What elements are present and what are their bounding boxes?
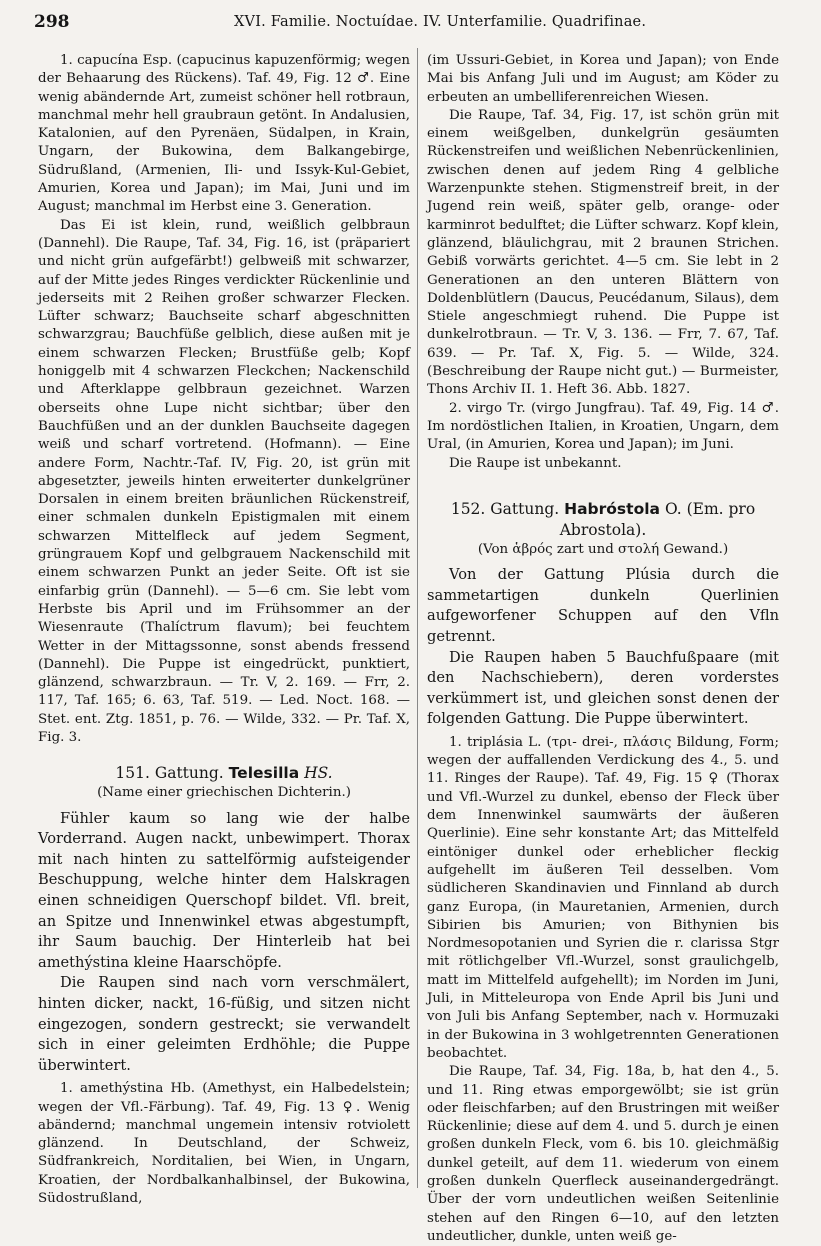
genus-152-larva-description: Die Raupen haben 5 Bauchfußpaare (mit den Nachschiebern), deren vorderstes verkümmert ist, und gleichen sonst denen der folgenden Gattung. Die Puppe überwintert. bbox=[427, 648, 779, 728]
genus-151-description: Fühler kaum so lang wie der halbe Vorderrand. Augen nackt, unbewimpert. Thorax mit nach hinten zu sattelförmig aufsteigender Beschuppung, welche hinter dem Halskragen einen schneidigen Querschopf bildet. Vfl. breit, an Spitze und Innenwinkel etwas abgestumpft, ihr Saum bauchig. Der Hinterleib hat bei amethýstina kleine Haarschöpfe. bbox=[38, 809, 410, 971]
genus-151-name: Telesilla bbox=[228, 764, 300, 783]
column-divider bbox=[417, 48, 418, 1188]
genus-151-author: HS. bbox=[304, 764, 333, 783]
triplasia-larva-description: Die Raupe, Taf. 34, Fig. 18a, b, hat den 4., 5. und 11. Ring etwas emporgewölbt; sie ist grün oder fleischfarben; auf den Brustringen mit weißer Rückenlinie; diese auf dem 4. und 5. durch je einen großen dunkeln Fleck, vom 6. bis 10. gleichmäßig dunkel geteilt, auf dem 11. wiederum von einem großen dunkeln Querfleck auseinandergedrängt. Über der vorn undeutlichen weißen Seitenlinie stehen auf den Ringen 6—10, auf den letzten undeutlicher, dunkle, unten weiß ge- bbox=[427, 1064, 779, 1244]
left-column bbox=[38, 52, 410, 1208]
capucina-larva-description: Das Ei ist klein, rund, weißlich gelbbraun (Dannehl). Die Raupe, Taf. 34, Fig. 16, ist (präpariert und nicht grün aufgefärbt!) gelbweiß mit schwarzer, auf der Mitte jedes Ringes verdickter Rückenlinie und jederseits mit 2 Reihen großer schwarzer Flecken. Lüfter schwarz; Bauchseite scharf abgeschnitten schwarzgrau; Bauchfüße gelblich, diese außen mit je einem schwarzen Flecken; Brustfüße gelb; Kopf honiggelb mit 4 schwarzen Fleckchen; Nackenschild und Afterklappe gelbbraun gezeichnet. Warzen oberseits ohne Lupe nicht sichtbar; über den Bauchfüßen und an der dunklen Bauchseite dagegen weiß und scharf vortretend. (Hofmann). — Eine andere Form, Nachtr.-Taf. IV, Fig. 20, ist grün mit abgesetzter, jeweils hinten erweiterter dunkelgrüner Dorsalen in einem breiten bräunlichen Rückenstreif, einer schmalen dunkeln Epistigmalen mit einem schwarzen Mittelfleck auf jedem Segment, grüngrauem Kopf und gelbgrauem Nackenschild mit einem schwarzen Punkt an jeder Seite. Oft ist sie einfarbig grün (Dannehl). — 5—6 cm. Sie lebt vom Herbste bis April und im Frühsommer an der Wiesenraute (Thalíctrum flavum); bei feuchtem Wetter in der Mittagssonne, sonst abends fressend (Dannehl). Die Puppe ist eingedrückt, punktiert, glänzend, schwarzbraun. — Tr. V, 2. 169. — Frr, 2. 117, Taf. 165; 6. 63, Taf. 519. — Led. Noct. 168. — Stet. ent. Ztg. 1851, p. 76. — Wilde, 332. — Pr. Taf. X, Fig. 3. bbox=[38, 217, 410, 745]
genus-152-description: Von der Gattung Plúsia durch die sammetartigen dunkeln Querlinien aufgeworfener Schuppen auf den Vfln getrennt. bbox=[427, 566, 779, 645]
genus-152-author: O. (Em. pro Abrostola). bbox=[559, 499, 756, 539]
right-column bbox=[427, 52, 779, 1246]
genus-151-etymology: (Name einer griechischen Dichterin.) bbox=[97, 785, 351, 801]
species-triplasia-entry: 1. triplásia L. (τρι- drei-, πλάσις Bildung, Form; wegen der auffallenden Verdickung des 4., 5. und 11. Ringes der Raupe). Taf. 49, Fig. 15 ♀ (Thorax und Vfl.-Wurzel zu dunkel, ebenso der Fleck über dem Innenwinkel saumwärts der äußeren Querlinie). Eine sehr konstante Art; das Mittelfeld eintöniger dunkel oder erheblicher fleckig aufgehellt im äußeren Teil desselben. Vom südlicheren Skandinavien und Finnland ab durch ganz Europa, (in Mauretanien, Armenien, durch Sibirien bis Amurien; von Bithynien bis Nordmesopotanien und Syrien die r. clarissa Stgr mit rötlichgelber Vfl.-Wurzel, sonst graulichgelb, matt im Mittelfeld aufgehellt); im Norden im Juni, Juli, in Mitteleuropa von Ende April bis Juni und von Juli bis Anfang September, nach v. Hormuzaki in der Bukowina in 3 wohlgetrennten Generationen beobachtet. bbox=[427, 734, 779, 1061]
amethystina-larva-description: Die Raupe, Taf. 34, Fig. 17, ist schön grün mit einem weißgelben, dunkelgrün gesäumten Rückenstreifen und weißlichen Nebenrückenlinien, zwischen denen auf jedem Ring 4 gelbliche Warzenpunkte stehen. Stigmenstreif breit, in der Jugend rein weiß, später gelb, orange- oder karminrot bedulftet; die Lüfter schwarz. Kopf klein, glänzend, bläulichgrau, mit 2 braunen Strichen. Gebiß vorwärts gerichtet. 4—5 cm. Sie lebt in 2 Generationen an den unteren Blättern von Doldenblütlern (Daucus, Peucédanum, Silaus), dem Stiele angeschmiegt ruhend. Die Puppe ist dunkelrotbraun. — Tr. V, 3. 136. — Frr, 7. 67, Taf. 639. — Pr. Taf. X, Fig. 5. — Wilde, 324. (Beschreibung der Raupe nicht gut.) — Burmeister, Thons Archiv II. 1. Heft 36. Abb. 1827. bbox=[427, 107, 779, 398]
amethystina-range-continued: (im Ussuri-Gebiet, in Korea und Japan); von Ende Mai bis Anfang Juli und im August; am Köder zu erbeuten an umbelliferenreichen Wiesen. bbox=[427, 53, 779, 105]
virgo-larva-note: Die Raupe ist unbekannt. bbox=[449, 455, 622, 471]
genus-151-larva-description: Die Raupen sind nach vorn verschmälert, hinten dicker, nackt, 16-füßig, und sitzen nicht eingezogen, sondern gestreckt; sie verwandelt sich in einer geleimten Erdhöhle; die Puppe überwintert. bbox=[38, 974, 410, 1074]
genus-152-name: Habróstola bbox=[564, 499, 660, 518]
species-capucina-entry: 1. capucína Esp. (capucinus kapuzenförmig; wegen der Behaarung des Rückens). Taf. 49, Fig. 12 ♂. Eine wenig abändernde Art, zumeist schöner hell rotbraun, manchmal mehr hell graubraun getönt. In Andalusien, Katalonien, auf den Pyrenäen, Südalpen, in Krain, Ungarn, der Bukowina, dem Balkangebirge, Südrußland, (Armenien, Ili- und Issyk-Kul-Gebiet, Amurien, Korea und Japan); im Mai, Juni und im August; manchmal im Herbst eine 3. Generation. bbox=[38, 53, 410, 215]
genus-152-etymology: (Von ἁβρός zart und στολή Gewand.) bbox=[477, 541, 729, 557]
species-virgo-entry: 2. virgo Tr. (virgo Jungfrau). Taf. 49, Fig. 14 ♂. Im nordöstlichen Italien, in Kroatien, Ungarn, dem Ural, (in Amurien, Korea und Japan); im Juni. bbox=[427, 400, 779, 453]
genus-152-number: 152. Gattung. bbox=[450, 499, 560, 518]
page-number: 298 bbox=[34, 12, 70, 32]
species-amethystina-entry: 1. amethýstina Hb. (Amethyst, ein Halbedelstein; wegen der Vfl.-Färbung). Taf. 49, Fig. 13 ♀. Wenig abändernd; manchmal ungemein intensiv rotviolett glänzend. In Deutschland, der Schweiz, Südfrankreich, Norditalien, bei Wien, in Ungarn, Kroatien, der Nordbalkanhalbinsel, der Bukowina, Südostrußland, bbox=[38, 1081, 410, 1207]
genus-152-heading bbox=[427, 499, 779, 541]
genus-151-heading bbox=[38, 763, 410, 784]
running-title: XVI. Familie. Noctuídae. IV. Unterfamilie. Quadrifinae. bbox=[234, 14, 647, 30]
genus-151-number: 151. Gattung. bbox=[115, 764, 224, 783]
page-header bbox=[34, 10, 787, 32]
